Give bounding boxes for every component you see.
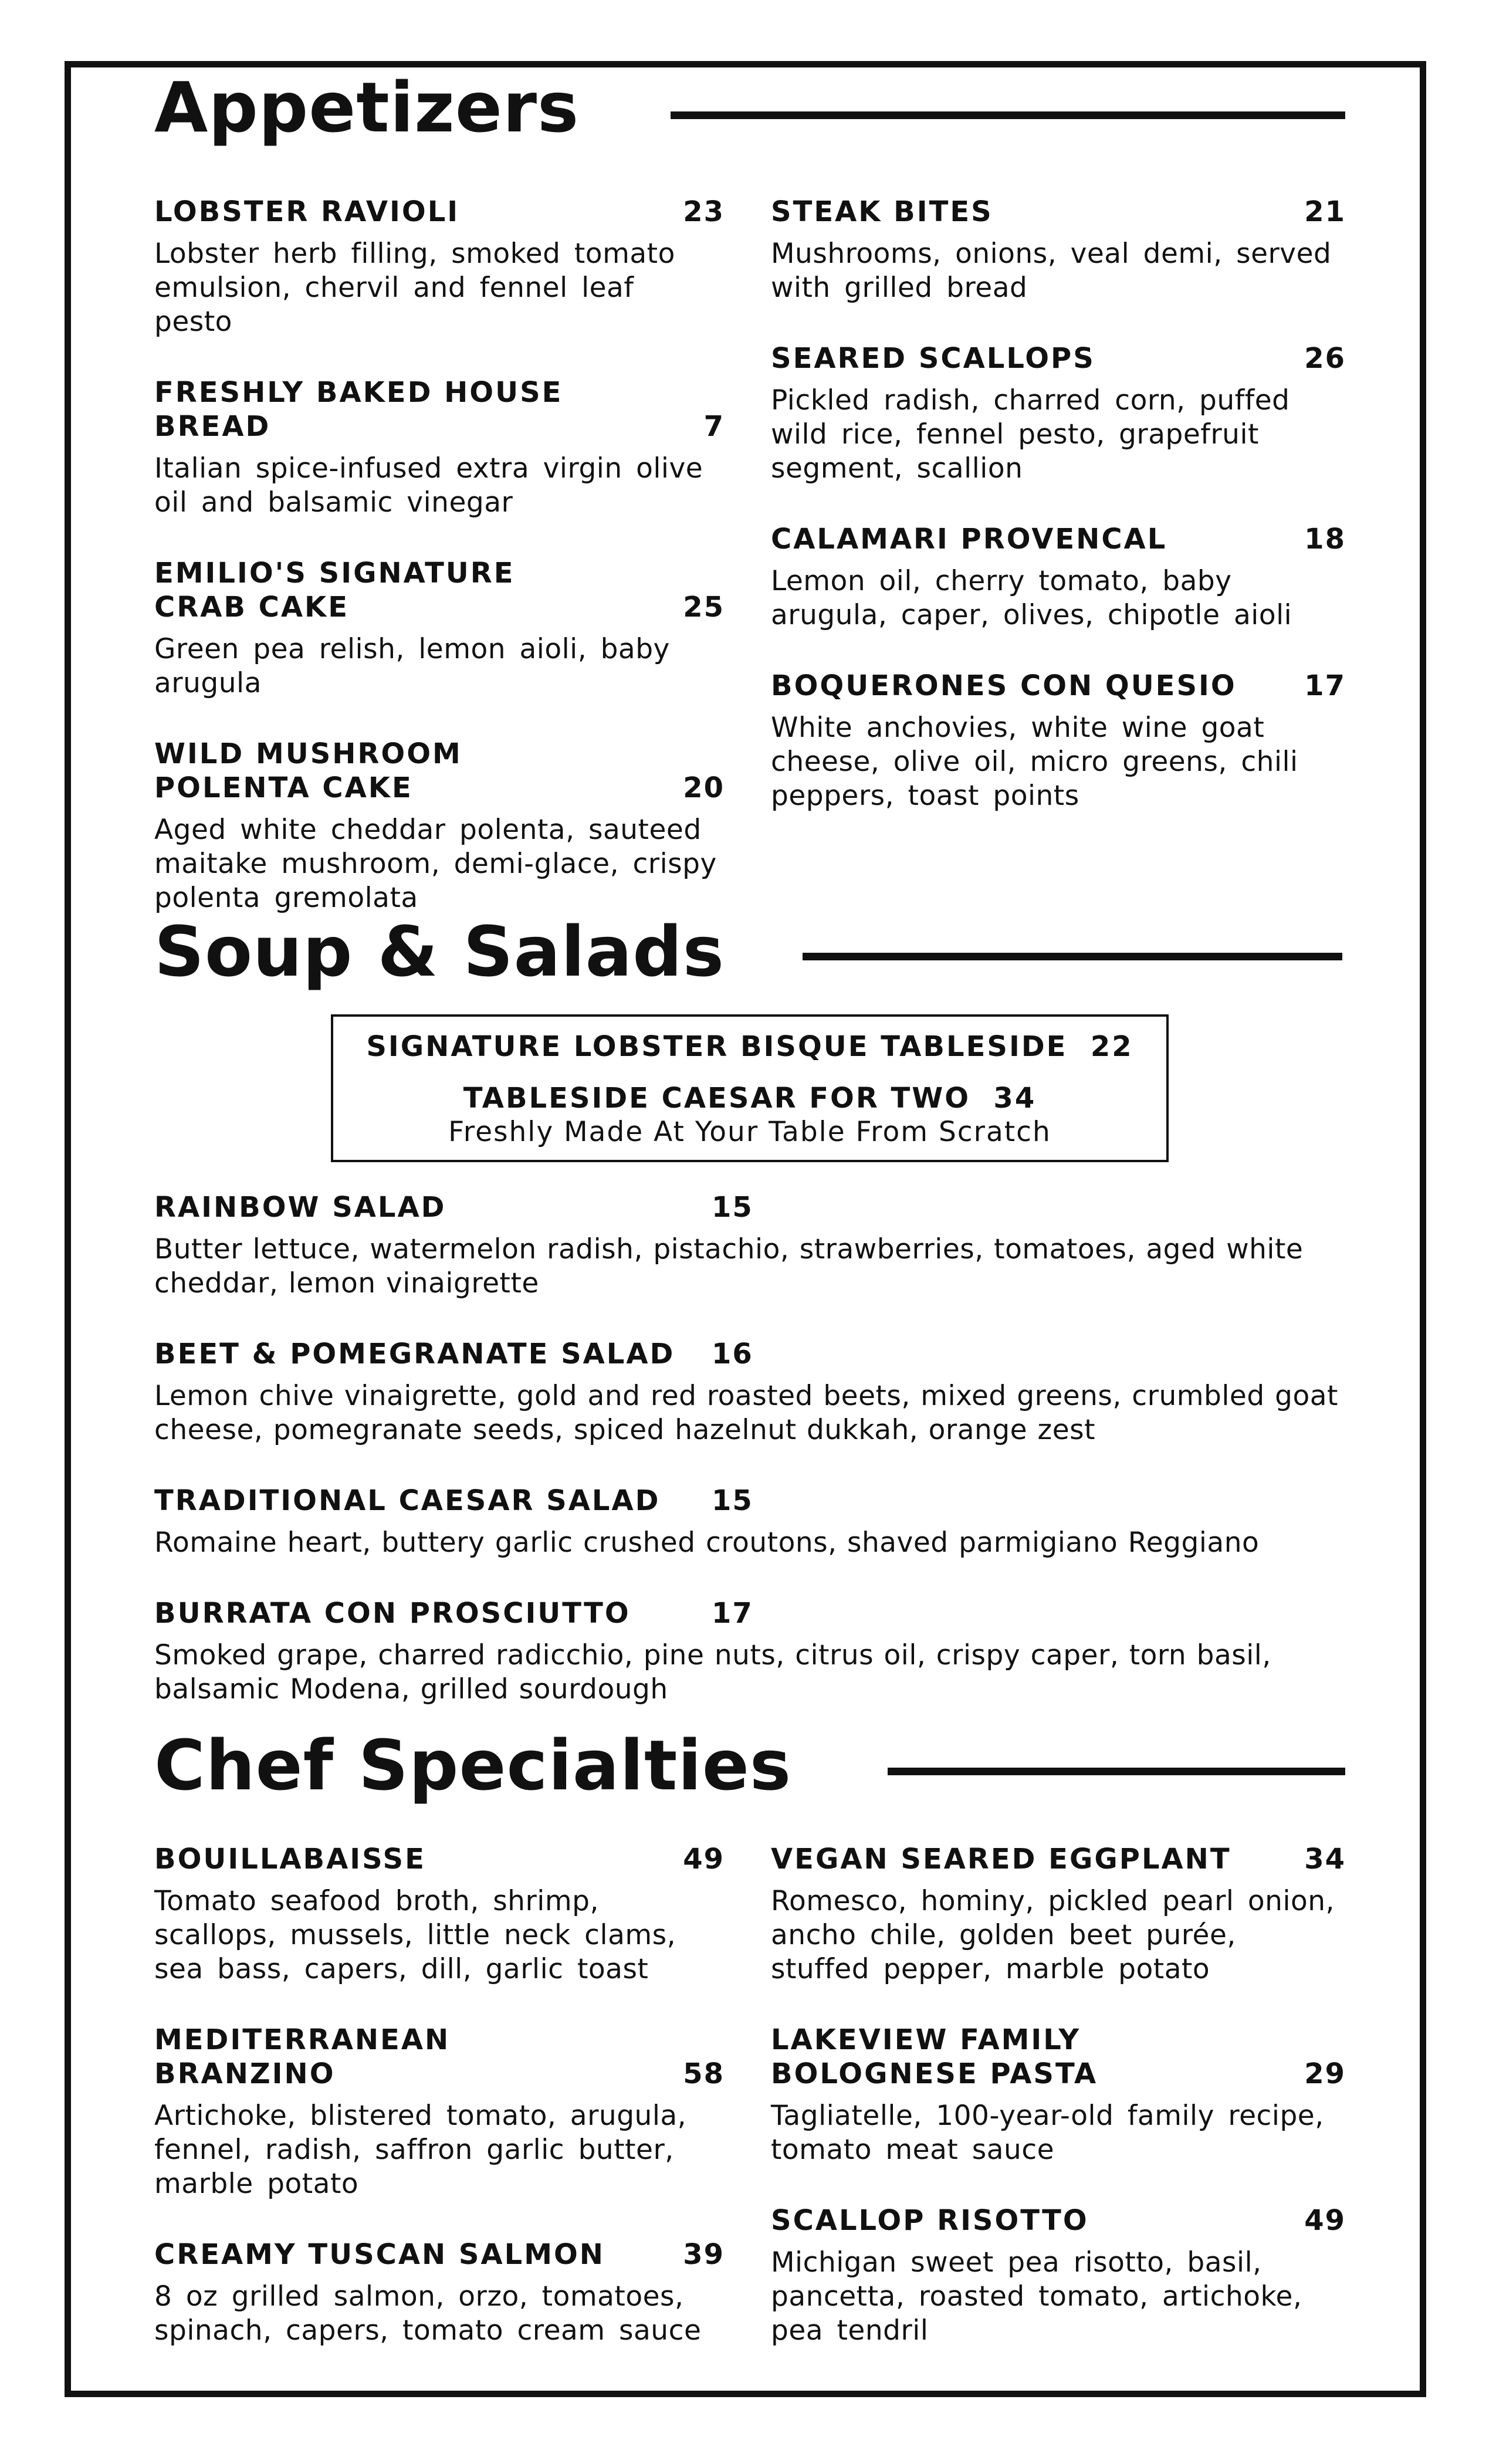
item-description: Lemon oil, cherry tomato, baby arugula, caper, olives, chipotle aioli	[771, 565, 1292, 631]
menu-item	[154, 1190, 1357, 1301]
item-name: SEARED SCALLOPS	[771, 342, 1095, 375]
menu-item	[771, 195, 1346, 305]
menu-item	[154, 737, 725, 915]
item-price: 21	[1304, 195, 1346, 228]
item-name: CREAMY TUSCAN SALMON	[154, 2238, 605, 2271]
menu-item	[154, 195, 725, 339]
menu-item	[154, 1484, 1357, 1560]
feature-bisque	[333, 1030, 1166, 1064]
menu-item	[154, 1842, 725, 1986]
item-name: LOBSTER RAVIOLI	[154, 195, 460, 228]
item-name: STEAK BITES	[771, 195, 993, 228]
item-price: 34	[1304, 1843, 1346, 1876]
item-description: Pickled radish, charred corn, puffed wild rice, fennel pesto, grapefruit segment, scallion	[771, 384, 1290, 485]
menu-item	[154, 1596, 1357, 1707]
menu-item	[154, 2238, 725, 2348]
appetizers-right-column	[771, 195, 1346, 849]
item-description: Tomato seafood broth, shrimp, scallops, mussels, little neck clams, sea bass, capers, dill, garlic toast	[154, 1885, 676, 1985]
item-description: Michigan sweet pea risotto, basil, pancetta, roasted tomato, artichoke, pea tendril	[771, 2246, 1302, 2347]
item-price: 15	[712, 1191, 753, 1224]
item-price: 49	[1304, 2204, 1346, 2237]
menu-item	[771, 341, 1346, 486]
menu-item	[771, 522, 1346, 632]
item-price: 49	[683, 1843, 725, 1876]
item-description: Green pea relish, lemon aioli, baby arugula	[154, 633, 670, 699]
item-name: TRADITIONAL CAESAR SALAD	[154, 1484, 661, 1517]
chef-specialties-rule	[888, 1768, 1345, 1775]
item-price: 20	[683, 771, 725, 804]
item-price: 23	[683, 195, 725, 228]
soup-salads-heading: Soup & Salads	[154, 911, 725, 992]
item-name: BURRATA CON PROSCIUTTO	[154, 1597, 631, 1630]
item-name: EMILIO'S SIGNATURE CRAB CAKE	[154, 557, 515, 624]
item-description: Smoked grape, charred radicchio, pine nuts, citrus oil, crispy caper, torn basil, balsamic Modena, grilled sourdough	[154, 1639, 1271, 1705]
menu-item	[154, 2023, 725, 2201]
feature-bisque-price: 22	[1090, 1030, 1133, 1063]
item-description: White anchovies, white wine goat cheese, olive oil, micro greens, chili peppers, toast points	[771, 712, 1298, 812]
menu-item	[771, 1842, 1346, 1986]
item-price: 17	[712, 1597, 753, 1630]
item-price: 16	[712, 1338, 753, 1370]
chef-right-column	[771, 1842, 1346, 2384]
item-name: BOQUERONES CON QUESIO	[771, 669, 1237, 702]
item-price: 58	[683, 2057, 725, 2090]
feature-caesar-name: TABLESIDE CAESAR FOR TWO	[463, 1082, 970, 1115]
item-description: Lobster herb filling, smoked tomato emulsion, chervil and fennel leaf pesto	[154, 238, 675, 338]
menu-item	[771, 2204, 1346, 2348]
item-name: RAINBOW SALAD	[154, 1191, 446, 1224]
feature-bisque-name: SIGNATURE LOBSTER BISQUE TABLESIDE	[366, 1030, 1068, 1063]
item-name: SCALLOP RISOTTO	[771, 2204, 1089, 2237]
item-price: 18	[1304, 523, 1346, 556]
item-description: Romaine heart, buttery garlic crushed croutons, shaved parmigiano Reggiano	[154, 1527, 1260, 1559]
item-name: BOUILLABAISSE	[154, 1843, 426, 1876]
menu-item	[771, 669, 1346, 813]
soup-salads-rule	[803, 953, 1342, 960]
item-name: BEET & POMEGRANATE SALAD	[154, 1338, 675, 1370]
appetizers-heading: Appetizers	[154, 67, 580, 148]
item-name: MEDITERRANEAN BRANZINO	[154, 2023, 451, 2090]
item-name: CALAMARI PROVENCAL	[771, 523, 1167, 556]
feature-note: Freshly Made At Your Table From Scratch	[448, 1116, 1051, 1148]
item-price: 25	[683, 591, 725, 624]
item-price: 26	[1304, 342, 1346, 375]
item-description: Tagliatelle, 100-year-old family recipe, tomato meat sauce	[771, 2100, 1324, 2166]
item-price: 15	[712, 1484, 753, 1517]
item-description: Italian spice-infused extra virgin olive oil and balsamic vinegar	[154, 452, 703, 519]
item-description: Aged white cheddar polenta, sauteed maitake mushroom, demi-glace, crispy polenta gremolata	[154, 814, 717, 914]
appetizers-rule	[671, 111, 1345, 119]
appetizers-left-column	[154, 195, 725, 952]
tableside-feature-box	[331, 1014, 1169, 1162]
item-price: 7	[703, 410, 725, 443]
soup-salads-list	[154, 1190, 1357, 1743]
item-description: Butter lettuce, watermelon radish, pistachio, strawberries, tomatoes, aged white cheddar, lemon vinaigrette	[154, 1233, 1304, 1299]
item-description: Romesco, hominy, pickled pearl onion, ancho chile, golden beet purée, stuffed pepper, marble potato	[771, 1885, 1335, 1985]
menu-item	[154, 556, 725, 700]
item-description: 8 oz grilled salmon, orzo, tomatoes, spinach, capers, tomato cream sauce	[154, 2280, 702, 2347]
menu-item	[154, 1337, 1357, 1447]
menu-item	[154, 375, 725, 520]
feature-caesar-price: 34	[993, 1082, 1037, 1115]
chef-specialties-heading: Chef Specialties	[154, 1725, 792, 1806]
item-name: FRESHLY BAKED HOUSE BREAD	[154, 376, 563, 443]
item-description: Mushrooms, onions, veal demi, served with grilled bread	[771, 238, 1332, 304]
item-description: Lemon chive vinaigrette, gold and red roasted beets, mixed greens, crumbled goat cheese, pomegranate seeds, spiced hazelnut dukkah, orange zest	[154, 1380, 1338, 1446]
feature-caesar	[333, 1081, 1166, 1115]
item-price: 17	[1304, 669, 1346, 702]
item-description: Artichoke, blistered tomato, arugula, fennel, radish, saffron garlic butter, marble potato	[154, 2100, 687, 2200]
item-name: VEGAN SEARED EGGPLANT	[771, 1843, 1231, 1876]
chef-left-column	[154, 1842, 725, 2384]
menu-item	[771, 2023, 1346, 2167]
item-name: LAKEVIEW FAMILY BOLOGNESE PASTA	[771, 2023, 1098, 2090]
item-price: 29	[1304, 2057, 1346, 2090]
item-price: 39	[683, 2238, 725, 2271]
item-name: WILD MUSHROOM POLENTA CAKE	[154, 737, 462, 804]
